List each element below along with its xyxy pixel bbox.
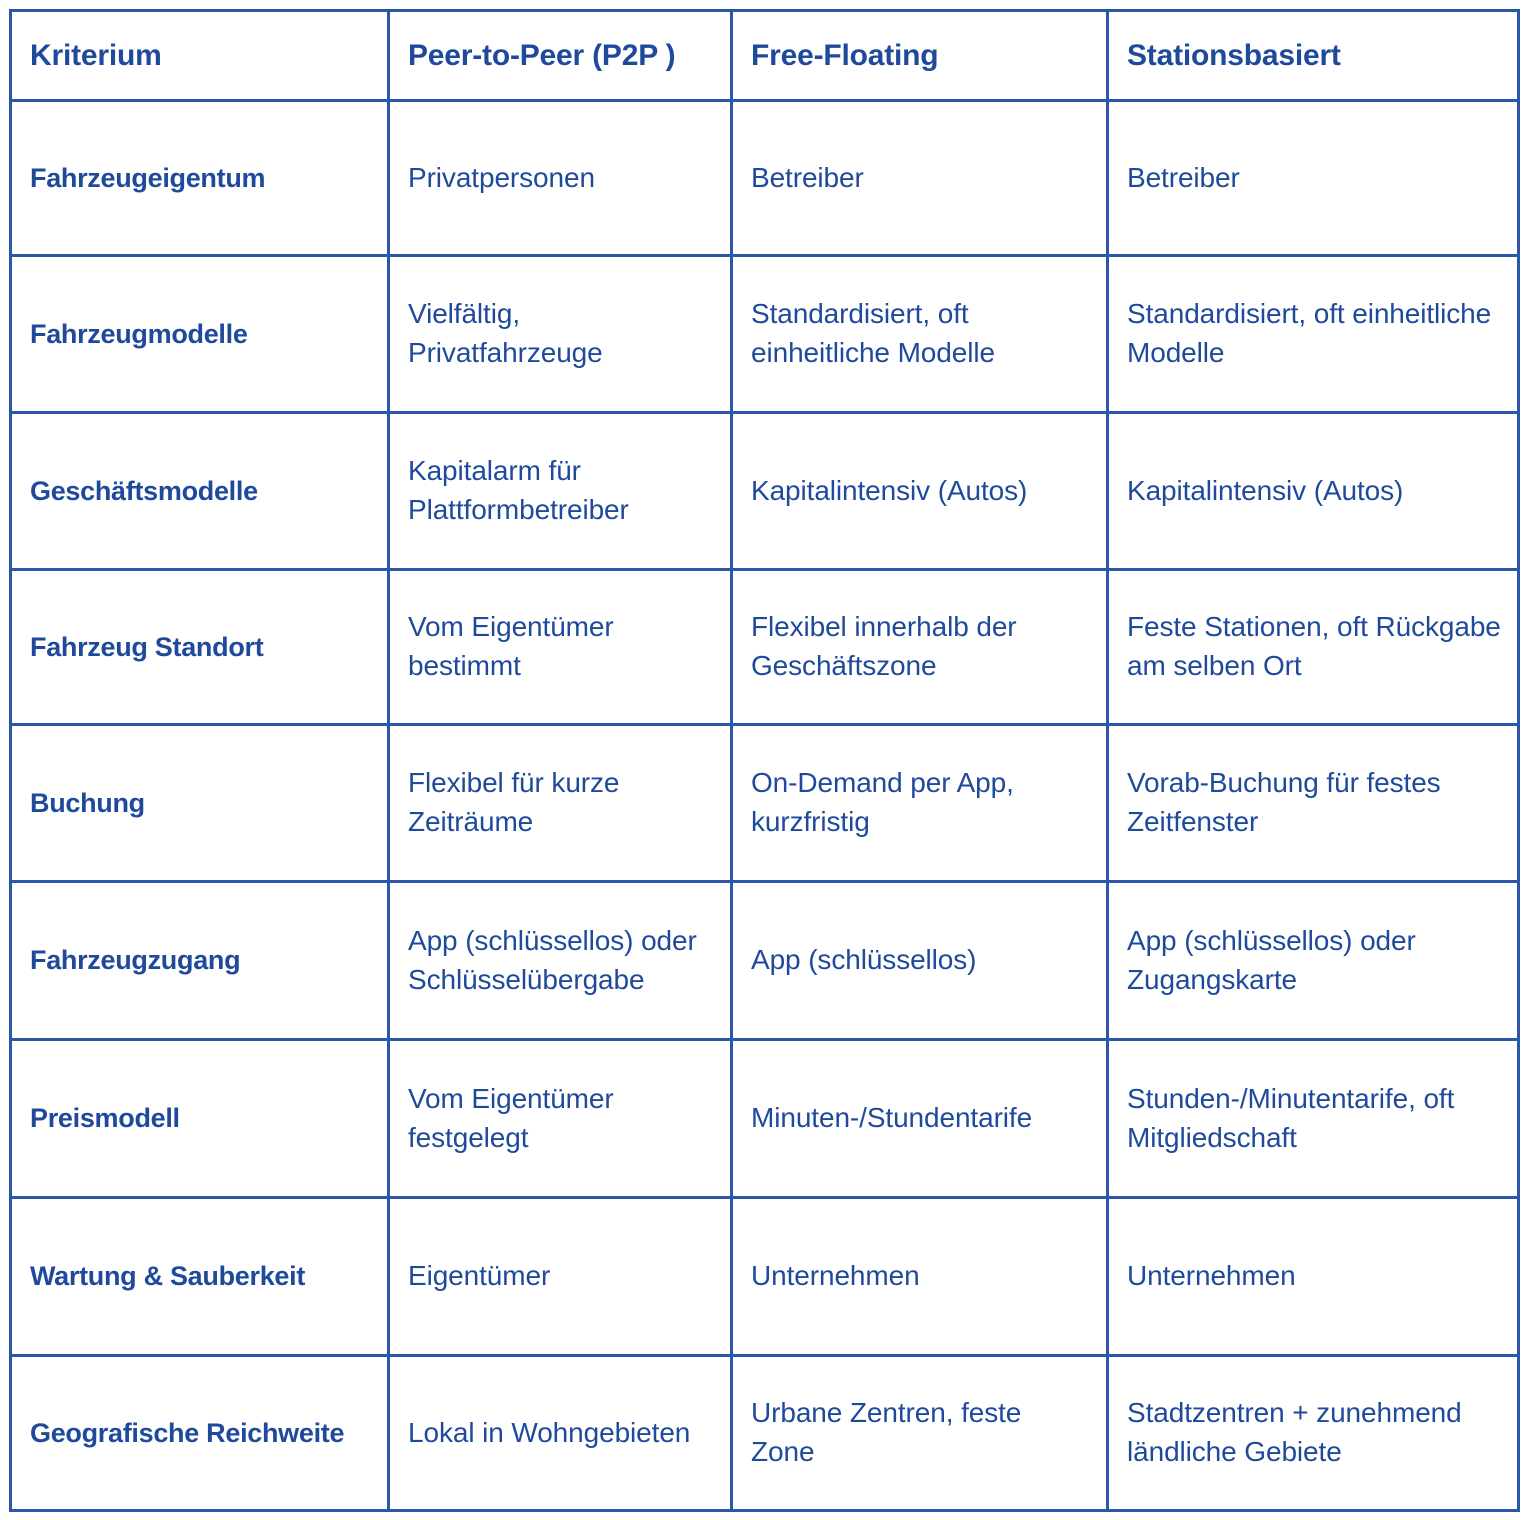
row-header-fahrzeugmodelle: Fahrzeugmodelle xyxy=(11,256,389,413)
cell-fahrzeugeigentum-p2p: Privatpersonen xyxy=(389,101,732,256)
column-header-free-floating: Free-Floating xyxy=(732,11,1108,101)
table-header xyxy=(11,11,1519,101)
cell-buchung-free-floating: On-Demand per App, kurzfristig xyxy=(732,725,1108,882)
cell-wartung-sauberkeit-free-floating: Unternehmen xyxy=(732,1198,1108,1356)
row-header-wartung-sauberkeit: Wartung & Sauberkeit xyxy=(11,1198,389,1356)
cell-geografische-reichweite-stationsbasiert: Stadtzentren + zunehmend ländliche Gebiete xyxy=(1108,1356,1519,1511)
cell-geschaeftsmodelle-free-floating: Kapitalintensiv (Autos) xyxy=(732,413,1108,570)
cell-fahrzeugzugang-free-floating: App (schlüssellos) xyxy=(732,882,1108,1040)
table-row xyxy=(11,570,1519,725)
header-row xyxy=(11,11,1519,101)
cell-geschaeftsmodelle-p2p: Kapitalarm für Plattformbetreiber xyxy=(389,413,732,570)
column-header-kriterium: Kriterium xyxy=(11,11,389,101)
row-header-fahrzeugzugang: Fahrzeugzugang xyxy=(11,882,389,1040)
cell-fahrzeugzugang-p2p: App (schlüssellos) oder Schlüsselübergabe xyxy=(389,882,732,1040)
table-row xyxy=(11,725,1519,882)
cell-fahrzeug-standort-stationsbasiert: Feste Stationen, oft Rückgabe am selben Ort xyxy=(1108,570,1519,725)
table-row xyxy=(11,101,1519,256)
cell-fahrzeugeigentum-stationsbasiert: Betreiber xyxy=(1108,101,1519,256)
table-row xyxy=(11,1356,1519,1511)
cell-fahrzeugmodelle-free-floating: Standardisiert, oft einheitliche Modelle xyxy=(732,256,1108,413)
table-row xyxy=(11,413,1519,570)
cell-fahrzeug-standort-free-floating: Flexibel innerhalb der Geschäftszone xyxy=(732,570,1108,725)
table-row xyxy=(11,882,1519,1040)
cell-geografische-reichweite-free-floating: Urbane Zentren, feste Zone xyxy=(732,1356,1108,1511)
cell-fahrzeugzugang-stationsbasiert: App (schlüssellos) oder Zugangskarte xyxy=(1108,882,1519,1040)
cell-buchung-p2p: Flexibel für kurze Zeiträume xyxy=(389,725,732,882)
cell-fahrzeug-standort-p2p: Vom Eigentümer bestimmt xyxy=(389,570,732,725)
cell-fahrzeugmodelle-stationsbasiert: Standardisiert, oft einheitliche Modelle xyxy=(1108,256,1519,413)
row-header-geografische-reichweite: Geografische Reichweite xyxy=(11,1356,389,1511)
table-body xyxy=(11,101,1519,1511)
cell-preismodell-free-floating: Minuten-/Stundentarife xyxy=(732,1040,1108,1198)
cell-wartung-sauberkeit-stationsbasiert: Unternehmen xyxy=(1108,1198,1519,1356)
cell-preismodell-p2p: Vom Eigentümer festgelegt xyxy=(389,1040,732,1198)
row-header-preismodell: Preismodell xyxy=(11,1040,389,1198)
column-header-peer-to-peer: Peer-to-Peer (P2P ) xyxy=(389,11,732,101)
cell-fahrzeugeigentum-free-floating: Betreiber xyxy=(732,101,1108,256)
row-header-buchung: Buchung xyxy=(11,725,389,882)
comparison-table xyxy=(9,9,1520,1512)
cell-preismodell-stationsbasiert: Stunden-/Minutentarife, oft Mitgliedschaft xyxy=(1108,1040,1519,1198)
column-header-stationsbasiert: Stationsbasiert xyxy=(1108,11,1519,101)
cell-geschaeftsmodelle-stationsbasiert: Kapitalintensiv (Autos) xyxy=(1108,413,1519,570)
table-row xyxy=(11,256,1519,413)
table-row xyxy=(11,1198,1519,1356)
cell-wartung-sauberkeit-p2p: Eigentümer xyxy=(389,1198,732,1356)
row-header-fahrzeugeigentum: Fahrzeugeigentum xyxy=(11,101,389,256)
cell-fahrzeugmodelle-p2p: Vielfältig, Privatfahrzeuge xyxy=(389,256,732,413)
table-row xyxy=(11,1040,1519,1198)
row-header-geschaeftsmodelle: Geschäftsmodelle xyxy=(11,413,389,570)
cell-buchung-stationsbasiert: Vorab-Buchung für festes Zeitfenster xyxy=(1108,725,1519,882)
cell-geografische-reichweite-p2p: Lokal in Wohngebieten xyxy=(389,1356,732,1511)
row-header-fahrzeug-standort: Fahrzeug Standort xyxy=(11,570,389,725)
